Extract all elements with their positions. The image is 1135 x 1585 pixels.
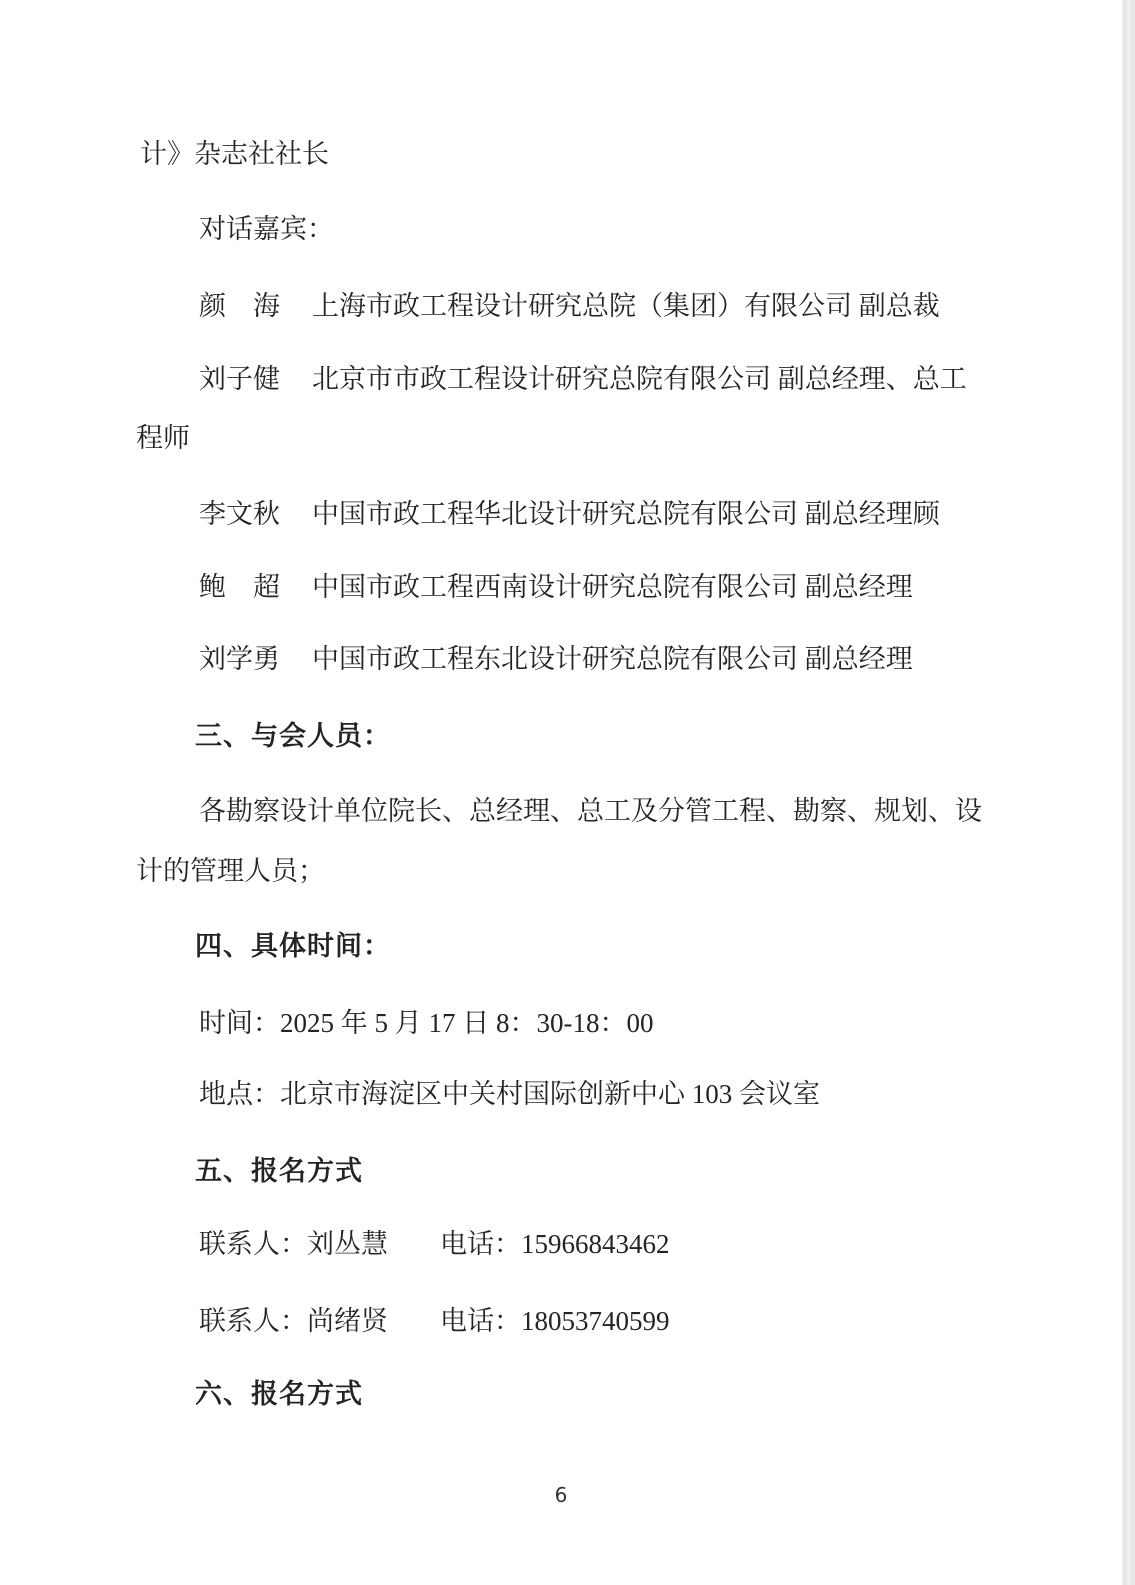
schedule-location-line: 地点：北京市海淀区中关村国际创新中心 103 会议室 — [199, 1079, 820, 1109]
guest-affiliation: 中国市政工程东北设计研究总院有限公司 副总经理 — [312, 644, 913, 674]
contact-phone: 电话：18053740599 — [440, 1306, 670, 1336]
dialogue-guests-label: 对话嘉宾： — [199, 214, 334, 244]
contact-row — [199, 1229, 670, 1259]
intro-continuation-line: 计》杂志社社长 — [140, 139, 329, 169]
guest-affiliation-wrap-line: 程师 — [136, 423, 190, 453]
guest-affiliation: 中国市政工程华北设计研究总院有限公司 副总经理顾 — [312, 499, 940, 529]
guest-name: 李文秋 — [199, 499, 280, 529]
guest-name: 鲍 超 — [199, 572, 280, 602]
viewer-edge-strip — [1122, 0, 1135, 1585]
contact-row — [199, 1306, 670, 1336]
guest-affiliation: 上海市政工程设计研究总院（集团）有限公司 副总裁 — [312, 291, 940, 321]
attendees-body-line-2: 计的管理人员； — [136, 856, 325, 886]
section-heading-schedule: 四、具体时间： — [195, 931, 391, 961]
section-heading-attendees: 三、与会人员： — [195, 721, 391, 751]
guest-row — [199, 572, 913, 602]
guest-name: 刘学勇 — [199, 644, 280, 674]
guest-affiliation: 北京市市政工程设计研究总院有限公司 副总经理、总工 — [312, 364, 967, 394]
schedule-time-line: 时间：2025 年 5 月 17 日 8：30-18：00 — [199, 1008, 654, 1038]
guest-affiliation: 中国市政工程西南设计研究总院有限公司 副总经理 — [312, 572, 913, 602]
contact-name: 联系人：尚绪贤 — [199, 1306, 388, 1336]
attendees-body-line-1: 各勘察设计单位院长、总经理、总工及分管工程、勘察、规划、设 — [199, 796, 982, 826]
guest-row — [199, 644, 913, 674]
section-heading-registration: 五、报名方式 — [195, 1156, 363, 1186]
contact-phone: 电话：15966843462 — [440, 1229, 670, 1259]
contact-name: 联系人：刘丛慧 — [199, 1229, 388, 1259]
page-number: 6 — [554, 1483, 568, 1507]
guest-row — [199, 499, 940, 529]
guest-row — [199, 291, 940, 321]
guest-row — [199, 364, 967, 394]
section-heading-registration-2: 六、报名方式 — [195, 1379, 363, 1409]
guest-name: 颜 海 — [199, 291, 280, 321]
guest-name: 刘子健 — [199, 364, 280, 394]
